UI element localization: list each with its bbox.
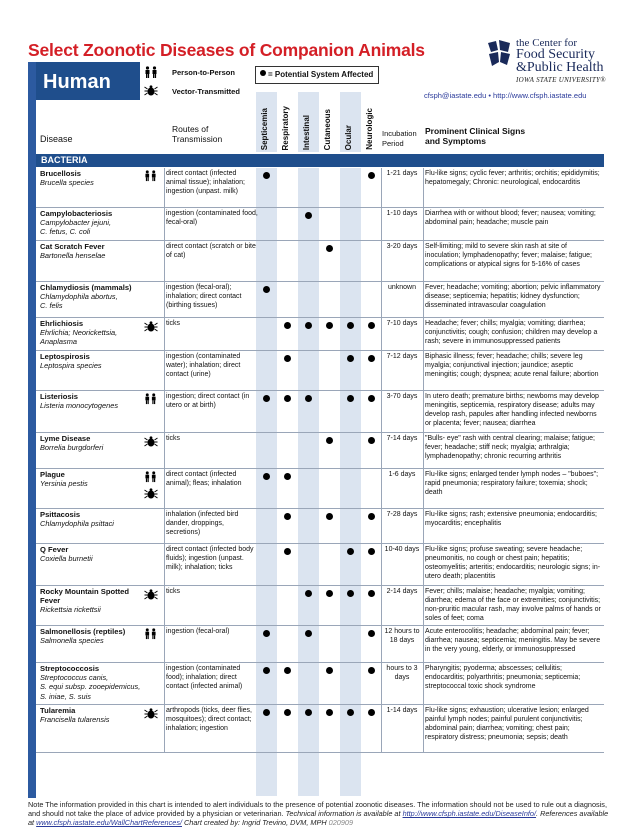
incubation-cell: 7-14 days (386, 435, 418, 442)
system-dot-ocular (347, 322, 354, 329)
divider (423, 586, 424, 626)
system-header-label: Septicemia (260, 107, 269, 150)
incubation-cell: 10-40 days (384, 546, 420, 553)
disease-name: Salmonellosis (reptiles) (40, 627, 126, 636)
header-signs-line1: Prominent Clinical Signs (425, 126, 526, 136)
disease-scientific-name: Anaplasma (40, 337, 77, 347)
disease-cell (40, 470, 146, 488)
incubation-cell: unknown (387, 284, 417, 291)
system-dot-cutaneous (326, 667, 333, 674)
routes-cell: ingestion (contaminated water); inhalation; direct contact (urine) (166, 353, 241, 378)
disease-scientific-name: Rickettsia rickettsii (40, 605, 101, 615)
system-dot-intestinal (305, 395, 312, 402)
system-dot-neurologic (368, 630, 375, 637)
signs-cell: Flu-like signs; profuse sweating; severe headache; pneumonitis, no cough or chest pain; hepatitis; osteomyelitis; arteritis; endocarditis; neurologic signs; in-utero death; placentitis (425, 546, 601, 580)
divider (164, 433, 165, 469)
system-dot-septicemia (263, 172, 270, 179)
disease-cell (40, 545, 146, 563)
system-dot-cutaneous (326, 437, 333, 444)
note-text: Note The information provided in this chart is intended to alert individuals to the presence of potential zoonotic diseases. The information should not be used to rule out a diagnosis, and should not take the place of advice provided by a physician or veterinarian. (28, 800, 607, 819)
table-row (36, 509, 604, 544)
divider (164, 544, 165, 586)
header-signs (425, 126, 525, 146)
routes-cell: ingestion (fecal-oral); inhalation; direct contact (birthing tissues) (166, 284, 242, 309)
contact-info[interactable]: cfsph@iastate.edu • http://www.cfsph.iastate.edu (424, 91, 587, 100)
divider (164, 586, 165, 626)
divider (423, 509, 424, 544)
system-dot-neurologic (368, 513, 375, 520)
disease-scientific-name: Brucella species (40, 178, 94, 188)
system-header-septicemia (256, 92, 277, 152)
table-row (36, 663, 604, 705)
system-dot-intestinal (305, 590, 312, 597)
divider (164, 705, 165, 753)
cfsph-logo (486, 38, 612, 86)
disease-name: Leptospirosis (40, 352, 90, 361)
transmission-icons (144, 471, 160, 501)
human-label: Human (36, 62, 140, 100)
logo-line-3: &Public Health (516, 60, 604, 75)
system-dot-cutaneous (326, 590, 333, 597)
person-to-person-icon (144, 393, 157, 405)
incubation-cell: hours to 3 days (386, 665, 418, 681)
routes-cell: ticks (166, 320, 180, 327)
divider (164, 663, 165, 705)
signs-cell: Self-limiting; mild to severe skin rash at site of inoculation; lymphadenopathy; fever; malaise; fatigue; complications or atypical signs for 5-16% of cases (425, 243, 592, 268)
signs-cell: Diarrhea with or without blood; fever; nausea; vomiting; abdominal pain; headache; muscle pain (425, 210, 596, 226)
disease-scientific-name: Coxiella burnetii (40, 554, 93, 564)
signs-cell: Fever; chills; malaise; headache; myalgia; vomiting; diarrhea; edema of the face or extremities; conjunctivitis; non-pruritic macular rash, may involve palms of hands or soles of feet; coma (425, 588, 601, 622)
table-row (36, 469, 604, 509)
footer-note: Note The information provided in this chart is intended to alert individuals to the presence of potential zoonotic diseases. The information should not be used to rule out a diagnosis, and should not take the place of advice provided by a physician or veterinarian. Technical information is available at http://www.cfsph.iastate.edu/DiseaseInfo/. References available at www.cfsph.iastate.edu/WallChartReferences/ Chart created by: Ingrid Trevino, DVM, MPH 020909 (28, 800, 609, 828)
divider (423, 469, 424, 509)
disease-scientific-name: Streptococcus canis, (40, 673, 109, 683)
routes-cell: ingestion; direct contact (in utero or at birth) (166, 393, 250, 409)
divider (423, 705, 424, 753)
note-tech-link[interactable]: http://www.cfsph.iastate.edu/DiseaseInfo/ (402, 809, 537, 819)
system-dot-neurologic (368, 590, 375, 597)
incubation-cell: 7-12 days (386, 353, 418, 360)
note-tech: Technical information is available at (285, 809, 401, 819)
table-row (36, 318, 604, 351)
incubation-cell: 1-21 days (386, 170, 418, 177)
system-dot-septicemia (263, 630, 270, 637)
divider (164, 351, 165, 391)
disease-name: Campylobacteriosis (40, 209, 113, 218)
disease-name: Tularemia (40, 706, 76, 715)
divider (164, 168, 165, 208)
routes-cell: direct contact (infected animal); fleas; inhalation (166, 471, 242, 487)
system-dot-ocular (347, 355, 354, 362)
divider (164, 469, 165, 509)
legend-vector-transmitted: Vector-Transmitted (172, 87, 240, 96)
table-row (36, 705, 604, 753)
disease-scientific-name: S. equi subsp. zooepidemicus, (40, 682, 141, 692)
incubation-cell: 3-70 days (386, 393, 418, 400)
table-row (36, 586, 604, 626)
divider (423, 626, 424, 663)
system-dot-ocular (347, 395, 354, 402)
note-credit: Chart created by: Ingrid Trevino, DVM, MPH (184, 818, 327, 828)
disease-name: Plague (40, 470, 65, 479)
signs-cell: Biphasic illness; fever; headache; chills; severe leg myalgia; conjunctival injection; jaundice; aseptic meningitis; cough; dyspnea; acute renal failure; abortion (425, 353, 599, 378)
system-header-label: Respiratory (281, 105, 290, 150)
system-dot-neurologic (368, 667, 375, 674)
disease-cell (40, 209, 146, 237)
divider (423, 318, 424, 351)
tick-vector-icon (144, 588, 158, 602)
system-dot-respiratory (284, 513, 291, 520)
disease-name: Psittacosis (40, 510, 81, 519)
system-header-neurologic (361, 92, 382, 152)
system-dot-respiratory (284, 322, 291, 329)
disease-name: Chlamydiosis (mammals) (40, 283, 132, 292)
disease-scientific-name: Chlamydophila psittaci (40, 519, 114, 529)
disease-scientific-name: S. iniae, S. suis (40, 691, 91, 701)
tick-vector-icon (144, 487, 158, 501)
routes-cell: direct contact (infected body fluids); ingestion (unpast. milk); inhalation; ticks (166, 546, 254, 571)
divider (164, 318, 165, 351)
signs-cell: Headache; fever; chills; myalgia; vomiting; diarrhea; conjunctivitis; cough; confusion; children may develop a rash; severe in immunosuppressed patients (425, 320, 598, 345)
system-dot-cutaneous (326, 513, 333, 520)
divider (164, 391, 165, 433)
header-routes-line1: Routes of (172, 124, 209, 134)
table-row (36, 168, 604, 208)
header-incubation (382, 129, 417, 149)
divider (423, 351, 424, 391)
divider (423, 544, 424, 586)
person-to-person-icon (144, 628, 157, 640)
incubation-cell: 1-10 days (386, 210, 418, 217)
system-header-respiratory (277, 92, 298, 152)
header-incubation-line2: Period (382, 139, 404, 148)
disease-scientific-name: Chlamydophila abortus, (40, 292, 118, 302)
note-code: 020909 (328, 818, 354, 828)
disease-scientific-name: Ehrlichia; Neorickettsia, (40, 328, 118, 338)
disease-scientific-name: Campylobacter jejuni, (40, 218, 112, 228)
incubation-cell: 7-28 days (386, 511, 418, 518)
divider (423, 433, 424, 469)
logo-line-1: the Center for (516, 37, 578, 49)
signs-cell: Flu-like signs; cyclic fever; arthritis; orchitis; epididymitis; hepatomegaly; Chronic: neurological, endocarditis (425, 170, 600, 186)
routes-cell: ticks (166, 588, 180, 595)
transmission-icons (144, 320, 160, 334)
table-row (36, 241, 604, 282)
signs-cell: Acute enterocolitis; headache; abdominal pain; fever; diarrhea; nausea; septicemia; meningitis. May be severe in the very young, elderly, or immunosuppressed (425, 628, 601, 653)
disease-name: Brucellosis (40, 169, 81, 178)
header-signs-line2: and Symptoms (425, 136, 486, 146)
transmission-icons (144, 707, 160, 721)
routes-cell: ingestion (contaminated food); inhalation; direct contact (infected animal) (166, 665, 243, 690)
signs-cell: Flu-like signs; exhaustion; ulcerative lesion; enlarged painful lymph nodes; painful purulent conjunctivitis; abdominal pain; diarrhea; vomiting; chest pain; respiratory distress; pneumonia; sepsis; death (425, 707, 589, 741)
routes-cell: ingestion (fecal-oral) (166, 628, 230, 635)
system-dot-respiratory (284, 548, 291, 555)
transmission-icons (144, 393, 160, 405)
system-dot-neurologic (368, 437, 375, 444)
system-dot-neurologic (368, 548, 375, 555)
disease-cell (40, 627, 146, 645)
disease-name: Lyme Disease (40, 434, 91, 443)
tick-vector-icon (144, 84, 158, 98)
routes-cell: direct contact (scratch or bite of cat) (166, 243, 256, 259)
disease-scientific-name: C. felis (40, 301, 63, 311)
table-row (36, 544, 604, 586)
page-title: Select Zoonotic Diseases of Companion Animals (28, 40, 425, 60)
table-row (36, 391, 604, 433)
system-dot-septicemia (263, 473, 270, 480)
divider (423, 241, 424, 282)
disease-cell (40, 242, 146, 260)
section-bacteria: BACTERIA (36, 154, 604, 167)
transmission-icons (144, 588, 160, 602)
system-dot-neurologic (368, 322, 375, 329)
incubation-cell: 7-10 days (386, 320, 418, 327)
system-dot-neurologic (368, 355, 375, 362)
system-dot-neurologic (368, 172, 375, 179)
routes-cell: arthropods (ticks, deer flies, mosquitoes); direct contact; inhalation; ingestion (166, 707, 252, 732)
incubation-cell: 12 hours to 18 days (384, 628, 420, 644)
left-color-band (28, 62, 36, 798)
signs-cell: Pharyngitis; pyoderma; abscesses; cellulitis; endocarditis; polyarthritis; pneumonia; septicemia; streptococcal toxic shock syndrome (425, 665, 581, 690)
disease-cell (40, 434, 146, 452)
system-dot-cutaneous (326, 709, 333, 716)
system-dot-neurologic (368, 395, 375, 402)
potential-system-legend (255, 66, 379, 84)
divider (164, 626, 165, 663)
disease-scientific-name: Francisella tularensis (40, 715, 110, 725)
system-dot-intestinal (305, 322, 312, 329)
disease-scientific-name: Yersinia pestis (40, 479, 88, 489)
routes-cell: ingestion (contaminated food, fecal-oral) (166, 210, 258, 226)
note-refs-link[interactable]: www.cfsph.iastate.edu/WallChartReferences/ (36, 818, 182, 828)
logo-line-4: IOWA STATE UNIVERSITY® (516, 76, 606, 84)
system-dot-cutaneous (326, 245, 333, 252)
routes-cell: direct contact (infected animal tissue); inhalation; ingestion (unpast. milk) (166, 170, 245, 195)
system-dot-intestinal (305, 709, 312, 716)
dot-legend-icon (260, 70, 266, 76)
disease-cell (40, 510, 146, 528)
person-to-person-icon (144, 66, 158, 79)
disease-name: Ehrlichiosis (40, 319, 84, 328)
disease-cell (40, 319, 146, 347)
system-dot-ocular (347, 709, 354, 716)
system-dot-respiratory (284, 395, 291, 402)
potential-system-label: = Potential System Affected (268, 70, 374, 79)
system-dot-septicemia (263, 667, 270, 674)
disease-name: Streptococcosis (40, 664, 100, 673)
disease-cell (40, 169, 146, 187)
incubation-cell: 2-14 days (386, 588, 418, 595)
system-header-label: Neurologic (365, 108, 374, 150)
disease-name: Q Fever (40, 545, 69, 554)
table-row (36, 433, 604, 469)
table-row (36, 282, 604, 318)
disease-cell (40, 352, 146, 370)
person-to-person-icon (144, 170, 157, 182)
divider (423, 391, 424, 433)
system-dot-septicemia (263, 395, 270, 402)
divider (164, 208, 165, 241)
system-dot-ocular (347, 548, 354, 555)
routes-cell: inhalation (infected bird dander, droppings, secretions) (166, 511, 239, 536)
system-header-intestinal (298, 92, 319, 152)
system-dot-respiratory (284, 473, 291, 480)
system-dot-respiratory (284, 667, 291, 674)
person-to-person-icon (144, 471, 157, 483)
disease-scientific-name: Leptospira species (40, 361, 102, 371)
header-incubation-line1: Incubation (382, 129, 417, 138)
table-row (36, 351, 604, 391)
disease-scientific-name: Bartonella henselae (40, 251, 106, 261)
disease-name: Cat Scratch Fever (40, 242, 105, 251)
disease-name: Rocky Mountain Spotted Fever (40, 587, 130, 606)
system-dot-septicemia (263, 286, 270, 293)
system-dot-septicemia (263, 709, 270, 716)
disease-cell (40, 664, 146, 701)
system-header-label: Intestinal (302, 114, 311, 150)
system-dot-respiratory (284, 355, 291, 362)
system-dot-intestinal (305, 630, 312, 637)
divider (164, 509, 165, 544)
disease-cell (40, 587, 146, 615)
signs-cell: Flu-like signs; enlarged tender lymph nodes – "buboes"; rapid pneumonia; respiratory failure; toxemia; shock; death (425, 471, 599, 496)
table-row (36, 626, 604, 663)
disease-cell (40, 392, 146, 410)
incubation-cell: 1-6 days (388, 471, 416, 478)
divider (423, 282, 424, 318)
system-dot-ocular (347, 590, 354, 597)
divider (164, 241, 165, 282)
tick-vector-icon (144, 435, 158, 449)
logo-line-2: Food Security (516, 47, 595, 62)
cfsph-logo-icon (486, 40, 512, 68)
signs-cell: "Bulls- eye" rash with central clearing; malaise; fatigue; fever; headache; stiff neck; myalgia; arthralgia; lymphadenopathy; chronic recurring arthritis (425, 435, 595, 460)
divider (164, 282, 165, 318)
note-refs: References available at (28, 809, 609, 828)
transmission-icons (144, 628, 160, 640)
tick-vector-icon (144, 320, 158, 334)
disease-scientific-name: C. fetus, C. coli (40, 227, 91, 237)
system-header-ocular (340, 92, 361, 152)
divider (423, 208, 424, 241)
disease-cell (40, 706, 146, 724)
signs-cell: In utero death; premature births; newborns may develop meningitis, septicemia, respiratory disease; adults may develop rash, papules after handling infected newborns or placenta; fever; nausea; diarrhea (425, 393, 599, 427)
system-header-label: Cutaneous (323, 108, 332, 150)
table-row (36, 208, 604, 241)
system-dot-neurologic (368, 709, 375, 716)
system-header-label: Ocular (344, 124, 353, 150)
disease-scientific-name: Listeria monocytogenes (40, 401, 119, 411)
system-dot-intestinal (305, 212, 312, 219)
divider (423, 168, 424, 208)
routes-cell: ticks (166, 435, 180, 442)
disease-scientific-name: Salmonella species (40, 636, 104, 646)
system-dot-cutaneous (326, 322, 333, 329)
transmission-icons (144, 170, 160, 182)
transmission-icons (144, 435, 160, 449)
incubation-cell: 1-14 days (386, 707, 418, 714)
tick-vector-icon (144, 707, 158, 721)
system-header-cutaneous (319, 92, 340, 152)
header-disease: Disease (40, 134, 73, 144)
disease-scientific-name: Borrelia burgdorferi (40, 443, 104, 453)
header-routes-line2: Transmission (172, 134, 223, 144)
divider (423, 663, 424, 705)
legend-person-to-person: Person-to-Person (172, 68, 235, 77)
system-dot-respiratory (284, 709, 291, 716)
header-routes (172, 124, 222, 144)
disease-name: Listeriosis (40, 392, 78, 401)
incubation-cell: 3-20 days (386, 243, 418, 250)
signs-cell: Fever; headache; vomiting; abortion; pelvic inflammatory disease; septicemia; hepatitis; kidney dysfunction; disseminated intravascular coagulation (425, 284, 601, 309)
signs-cell: Flu-like signs; rash; extensive pneumonia; endocarditis; myocarditis; encephalitis (425, 511, 597, 527)
disease-cell (40, 283, 146, 311)
